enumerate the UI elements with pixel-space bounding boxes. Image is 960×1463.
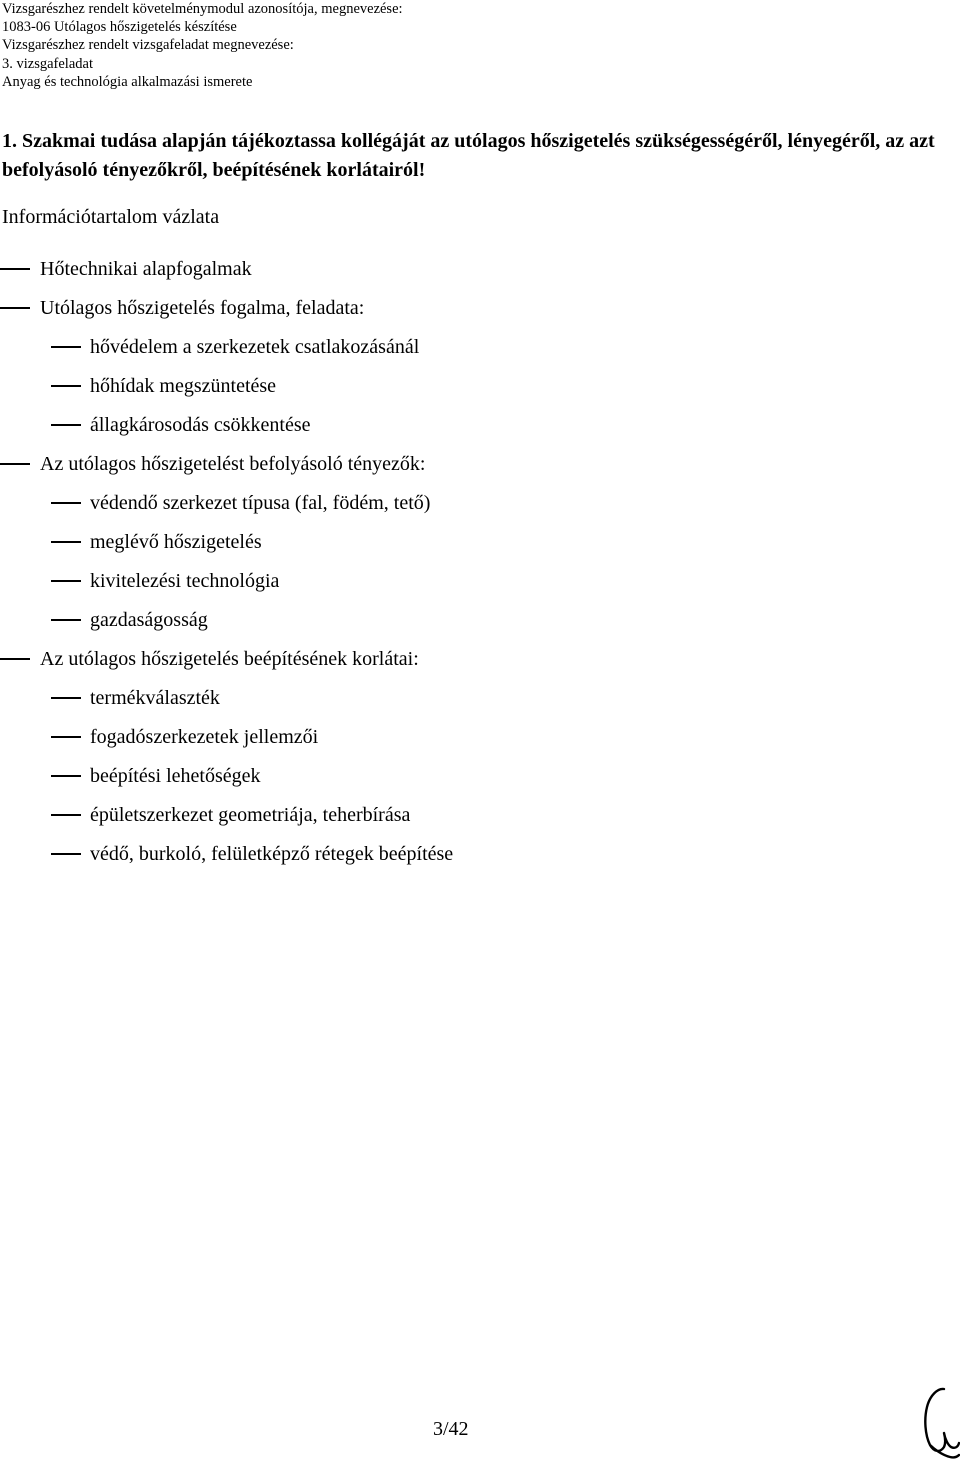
outline-title: Információtartalom vázlata (2, 206, 220, 228)
dash-bullet (51, 541, 81, 543)
outline-item-text: hővédelem a szerkezetek csatlakozásánál (90, 336, 420, 358)
module-label: Vizsgarészhez rendelt követelménymodul azonosítója, megnevezése: (2, 1, 403, 17)
dash-bullet (51, 580, 81, 582)
dash-bullet (0, 307, 30, 309)
outline-item-text: beépítési lehetőségek (90, 765, 261, 787)
outline-item-text: hőhídak megszüntetése (90, 375, 277, 397)
outline-item-text: épületszerkezet geometriája, teherbírása (90, 804, 411, 826)
page-number: 3/42 (433, 1418, 469, 1440)
outline-item-text: meglévő hőszigetelés (90, 531, 262, 553)
dash-bullet (51, 775, 81, 777)
dash-bullet (0, 268, 30, 270)
dash-bullet (51, 346, 81, 348)
document-header (2, 0, 403, 91)
dash-bullet (51, 814, 81, 816)
outline-item-text: Hőtechnikai alapfogalmak (40, 258, 252, 280)
handwritten-signature (918, 1385, 960, 1461)
module-name: 1083-06 Utólagos hőszigetelés készítése (2, 19, 237, 36)
task-question: 1. Szakmai tudása alapján tájékoztassa kollégáját az utólagos hőszigetelés szükségességéről, lényegéről, az azt befolyásoló tényezőkről, beépítésének korlátairól! (2, 130, 935, 181)
outline-item-text: állagkárosodás csökkentése (90, 414, 311, 436)
outline-item-text: Az utólagos hőszigetelést befolyásoló tényezők: (40, 453, 426, 475)
outline-item-text: védendő szerkezet típusa (fal, födém, tető) (90, 492, 431, 514)
outline-item-text: fogadószerkezetek jellemzői (90, 726, 319, 748)
exam-task-label: Vizsgarészhez rendelt vizsgafeladat megnevezése: (2, 37, 294, 54)
dash-bullet (51, 502, 81, 504)
outline-item-text: Az utólagos hőszigetelés beépítésének korlátai: (40, 648, 419, 670)
dash-bullet (51, 697, 81, 699)
dash-bullet (0, 658, 30, 660)
outline-item-text: gazdaságosság (90, 609, 208, 631)
exam-task-name: Anyag és technológia alkalmazási ismerete (2, 73, 253, 90)
dash-bullet (0, 463, 30, 465)
outline-item-text: védő, burkoló, felületképző rétegek beépítése (90, 843, 454, 865)
exam-task-number: 3. vizsgafeladat (2, 55, 93, 72)
outline-item-text: kivitelezési technológia (90, 570, 280, 592)
outline-item-text: Utólagos hőszigetelés fogalma, feladata: (40, 297, 365, 319)
dash-bullet (51, 619, 81, 621)
dash-bullet (51, 853, 81, 855)
outline-item-text: termékválaszték (90, 687, 220, 709)
dash-bullet (51, 385, 81, 387)
dash-bullet (51, 736, 81, 738)
dash-bullet (51, 424, 81, 426)
